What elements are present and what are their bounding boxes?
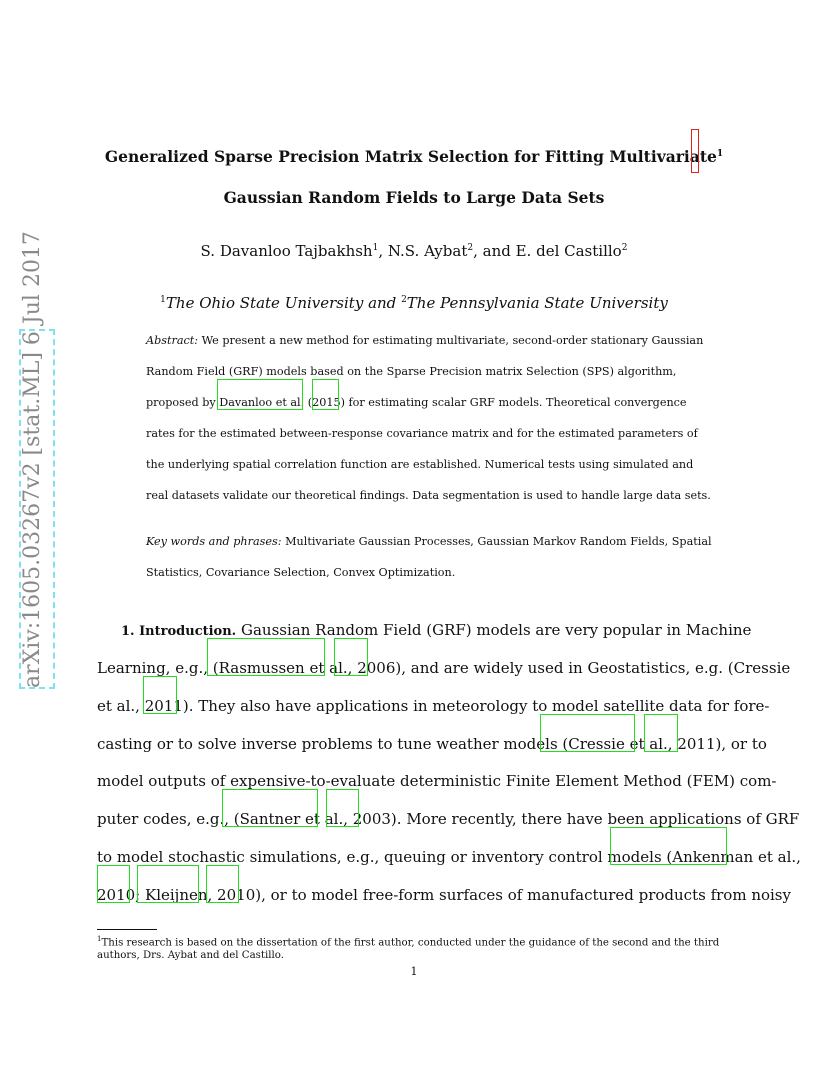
citation-link-ankenman[interactable]	[610, 827, 727, 865]
arxiv-id-text: arXiv:1605.03267v2 [stat.ML] 6 Jul 2017	[20, 231, 45, 688]
citation-link-santner[interactable]	[222, 789, 318, 827]
citation-link-santner-year[interactable]	[326, 789, 359, 827]
author-1: S. Davanloo Tajbakhsh	[200, 242, 373, 260]
citation-link-cressie-2[interactable]	[540, 714, 635, 752]
citation-link-ankenman-year[interactable]	[97, 865, 130, 903]
citation-link-cressie-year[interactable]	[143, 676, 177, 714]
footnote-rule	[97, 929, 157, 930]
paper-title-line-2: Gaussian Random Fields to Large Data Sets	[223, 188, 605, 207]
intro-line-7: to model stochastic simulations, e.g., queuing or inventory control models (Ankenman et al.,	[97, 848, 801, 866]
intro-line-4: casting or to solve inverse problems to tune weather models (Cressie et al., 2011), or to	[97, 735, 767, 753]
keywords-text-1: Multivariate Gaussian Processes, Gaussian Markov Random Fields, Spatial	[281, 535, 712, 548]
arxiv-sidebar-identifier[interactable]	[20, 231, 56, 688]
citation-link-cressie-2-year[interactable]	[644, 714, 678, 752]
title-text-1: Generalized Sparse Precision Matrix Selection for Fitting Multivariate	[104, 147, 717, 166]
intro-line-3: et al., 2011). They also have applications in meteorology to model satellite data for fore-	[97, 697, 770, 715]
abstract-text-1: We present a new method for estimating multivariate, second-order stationary Gaussian	[198, 334, 704, 347]
intro-line-8: 2010; Kleijnen, 2010), or to model free-form surfaces of manufactured products from noisy	[97, 886, 791, 904]
section-heading-introduction: 1. Introduction.	[121, 624, 237, 639]
affil-1: The Ohio State University and	[165, 294, 402, 312]
author-1-affil: 1	[372, 243, 379, 253]
arxiv-link-frame	[19, 329, 55, 689]
citation-link-kleijnen[interactable]	[137, 865, 199, 903]
citation-link-kleijnen-year[interactable]	[206, 865, 239, 903]
author-2-affil: 2	[467, 243, 474, 253]
abstract-line-4: rates for the estimated between-response covariance matrix and for the estimated parameters of	[146, 427, 698, 440]
abstract-label: Abstract:	[146, 334, 199, 347]
keywords-line-2: Statistics, Covariance Selection, Convex Optimization.	[146, 566, 456, 579]
keywords-label: Key words and phrases:	[146, 535, 282, 548]
abstract-line-1	[146, 334, 704, 347]
author-3: , and E. del Castillo	[473, 242, 622, 260]
footnote-text: This research is based on the dissertation of the first author, conducted under the guidance of the second and the third authors, Drs. Aybat and del Castillo.	[97, 937, 720, 962]
title-footnote-mark[interactable]: 1	[716, 148, 724, 159]
abstract-line-2: Random Field (GRF) models based on the Sparse Precision matrix Selection (SPS) algorithm,	[146, 365, 677, 378]
intro-line-5: model outputs of expensive-to-evaluate deterministic Finite Element Method (FEM) com-	[97, 772, 777, 790]
paper-title-line-1	[80, 147, 748, 166]
footnote-link-box[interactable]	[691, 129, 699, 173]
intro-text-1: Gaussian Random Field (GRF) models are very popular in Machine	[236, 621, 752, 639]
footnote-mark: 1	[97, 935, 102, 943]
intro-line-6: puter codes, e.g., (Santner et al., 2003). More recently, there have been applications of GRF	[97, 810, 800, 828]
citation-link-rasmussen-year[interactable]	[334, 638, 368, 676]
keywords-line-1	[146, 535, 712, 548]
citation-link-rasmussen[interactable]	[207, 638, 325, 676]
affil-2-mark: 2	[401, 295, 407, 305]
intro-line-2: Learning, e.g., (Rasmussen et al., 2006), and are widely used in Geostatistics, e.g. (Cressie	[97, 659, 791, 677]
abstract-line-3: proposed by Davanloo et al. (2015) for estimating scalar GRF models. Theoretical convergence	[146, 396, 687, 409]
citation-link-davanloo-year[interactable]	[312, 379, 339, 410]
abstract-line-5: the underlying spatial correlation function are established. Numerical tests using simulated and	[146, 458, 694, 471]
affiliation-line	[80, 294, 748, 312]
citation-link-davanloo[interactable]	[217, 379, 303, 410]
author-2: , N.S. Aybat	[378, 242, 468, 260]
intro-line-1	[121, 621, 755, 639]
affil-2: The Pennsylvania State University	[406, 294, 668, 312]
author-3-affil: 2	[621, 243, 628, 253]
abstract-line-6: real datasets validate our theoretical findings. Data segmentation is used to handle large data sets.	[146, 489, 711, 502]
page-number: 1	[410, 965, 418, 978]
footnote	[97, 933, 731, 962]
affil-1-mark: 1	[160, 295, 166, 305]
author-list	[80, 242, 748, 260]
